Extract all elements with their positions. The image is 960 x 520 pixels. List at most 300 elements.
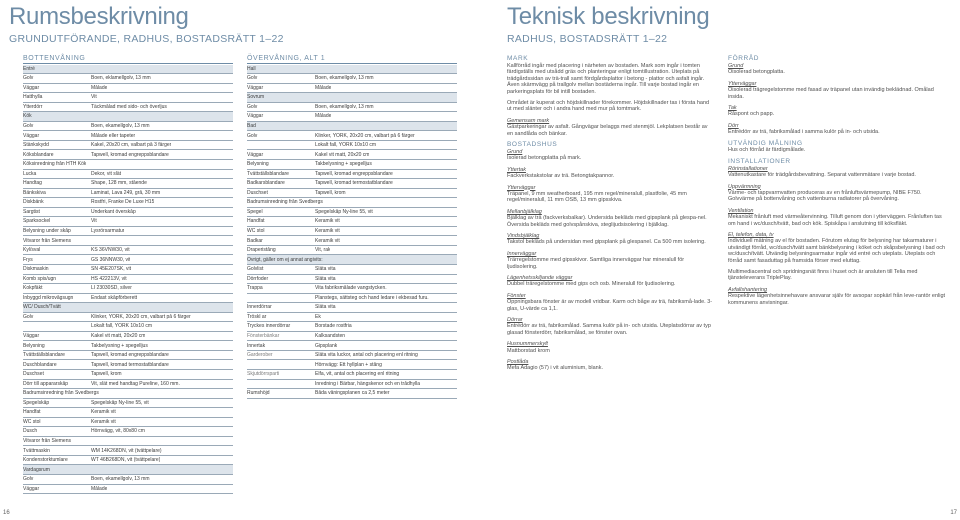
- spec-key: Garderober: [247, 352, 273, 359]
- section-heading: UTVÄNDIG MÅLNING: [728, 139, 803, 147]
- spec-value: GS 36NNW30, vit: [91, 256, 131, 263]
- subheading: Ytterväggar: [728, 80, 757, 87]
- spec-row: [23, 475, 233, 485]
- spec-value: Boen, eklamellgolv, 13 mm: [91, 75, 151, 82]
- spec-value: Lysrörsarmatur: [91, 227, 125, 234]
- spec-value: WT 46B268DN, vit (tvättpelare): [91, 457, 161, 464]
- room-header-row: [247, 255, 457, 265]
- section-heading: FÖRRÅD: [728, 55, 760, 62]
- spec-value: Tapwell, kromad termostatblandare: [315, 180, 393, 187]
- spec-key: Skjutdörrsparti: [247, 371, 280, 378]
- spec-key: WC stol: [23, 418, 41, 425]
- spec-value: Spegelskåp Ny-line 55, vit: [91, 399, 149, 406]
- spec-key: Entré: [23, 65, 35, 72]
- spec-key: Fönsterbänkar: [247, 333, 280, 339]
- room-header-row: [247, 122, 457, 132]
- text-block: [728, 56, 946, 76]
- text-block: [728, 123, 946, 136]
- spec-row: [23, 351, 233, 361]
- spec-row: [23, 189, 233, 199]
- subheading: Lägenhetsskiljande väggar: [507, 274, 573, 281]
- spec-value: Vita fabriksmålade vangstycken.: [315, 285, 387, 292]
- spec-key: Duschset: [247, 189, 268, 196]
- spec-row: [23, 255, 233, 265]
- subheading: Innerväggar: [507, 250, 537, 257]
- spec-value: Spegelskåp Ny-line 55, vit: [315, 208, 373, 215]
- subheading: Vindsbjälklag: [507, 232, 540, 239]
- spec-key: Kyl/sval: [23, 247, 41, 254]
- spec-row: [23, 437, 233, 447]
- spec-value: Planstegs, sättsteg och hand ledare i ekbesad furu.: [315, 294, 429, 301]
- paragraph: Vattenutkastare för trädgårdsbevattning. Separat vattenmätare i varje bostad.: [728, 172, 916, 179]
- page-title-left: Rumsbeskrivning: [9, 3, 189, 30]
- paragraph: Oisolerad betongplatta.: [728, 69, 785, 76]
- spec-row: [23, 93, 233, 103]
- spec-key: Spegelskåp: [23, 399, 50, 406]
- spec-key: Sargtist: [23, 208, 40, 215]
- spec-value: Keramik vit: [315, 237, 340, 244]
- subheading: Tak: [728, 104, 737, 111]
- spec-row: [23, 427, 233, 437]
- subheading: Yttertak: [507, 166, 526, 173]
- spec-value: Takbelysning + spegelljus: [315, 161, 372, 168]
- text-block: [507, 167, 715, 180]
- text-block: [728, 232, 946, 282]
- spec-value: Vit, slät med handtag Pureline, 160 mm.: [91, 380, 180, 387]
- text-block: [507, 359, 715, 372]
- spec-row: [23, 150, 233, 160]
- spec-key: Väggar: [23, 333, 40, 339]
- spec-value: WM 14K268DN, vit (tvättpelare): [91, 447, 162, 454]
- spec-row: [23, 446, 233, 456]
- text-block: [507, 341, 715, 354]
- paragraph: Entrédörr av trä, fabriksmålad. Samma kulör på in- och utsida. Uteplatsdörrar av typ glasad fönsterdörr, fabriksmålad, se fönster ovan.: [507, 323, 711, 336]
- spec-key: Golv: [247, 75, 258, 82]
- spec-value: Hörnvägg, vit, 80x80 cm: [91, 428, 145, 435]
- spec-key: Hatthylla: [23, 94, 43, 101]
- paragraph: Mattborstad krom: [507, 347, 550, 354]
- spec-value: Ek: [315, 313, 321, 320]
- spec-key: Golvlist: [247, 266, 264, 273]
- spec-key: Duschset: [23, 371, 44, 378]
- subheading: Husnummerskylt: [507, 341, 548, 348]
- spec-value: Keramik vit: [315, 227, 340, 234]
- spec-key: Kök: [23, 113, 32, 120]
- section-heading: BOTTENVÅNING: [23, 55, 233, 64]
- room-header-row: [23, 303, 233, 313]
- spec-value: HS 422213V, vit: [91, 275, 127, 282]
- spec-value: Släta vita: [315, 275, 336, 282]
- spec-value: Underkant överskåp: [91, 208, 136, 215]
- spec-row: [247, 198, 457, 208]
- spec-value: Borstade rostfria: [315, 323, 352, 330]
- spec-row: [23, 131, 233, 141]
- spec-value: Hörnvägg: Ett hyllplan + stång: [315, 361, 382, 368]
- paragraph: Entrédörr av trä, fabriksmålad i samma kulör på in- och utsida.: [728, 129, 880, 136]
- spec-row: [247, 380, 457, 390]
- spec-row: [23, 227, 233, 237]
- spec-key: Hall: [247, 65, 256, 72]
- spec-key: Väggar: [23, 132, 40, 139]
- spec-key: WC/ Dusch/Tvätt: [23, 304, 61, 311]
- spec-value: Släta vita luckor, antal och placering enl ritning: [315, 352, 418, 359]
- spec-row: [247, 84, 457, 94]
- spec-key: Handfat: [247, 218, 265, 225]
- text-block: [507, 185, 715, 204]
- spec-value: LI 23030SD, silver: [91, 285, 132, 292]
- spec-row: [23, 170, 233, 180]
- spec-key: Väggar: [247, 113, 264, 120]
- spec-row: [23, 284, 233, 294]
- subheading: Fönster: [507, 292, 526, 299]
- spec-row: [23, 456, 233, 466]
- spec-row: [247, 236, 457, 246]
- spec-key: Sparksockel: [23, 218, 51, 225]
- spec-key: Övrigt, gäller om ej annat angivits:: [247, 256, 323, 263]
- spec-key: Komb spis/ugn: [23, 275, 57, 282]
- spec-row: [247, 103, 457, 113]
- paragraph: Fackverkstakstolar av trä. Betongtakpannor.: [507, 173, 615, 180]
- spec-key: Tryckes innerdörrar: [247, 323, 291, 330]
- spec-key: Tröskl ar: [247, 313, 267, 320]
- spec-key: Bad: [247, 122, 256, 129]
- spec-key: Väggar: [23, 84, 40, 91]
- spec-value: Målade eller tapeter: [91, 132, 136, 139]
- section-heading: ÖVERVÅNING, ALT 1: [247, 55, 457, 64]
- spec-key: Golv: [23, 122, 34, 129]
- spec-key: Väggar: [23, 485, 40, 492]
- spec-value: Målade: [91, 84, 108, 91]
- text-block: [728, 81, 946, 100]
- spec-row: [23, 208, 233, 218]
- spec-value: Keramik vit: [91, 418, 116, 425]
- spec-value: Keramik vit: [315, 218, 340, 225]
- spec-row: [247, 131, 457, 141]
- spec-row: [23, 399, 233, 409]
- room-header-row: [23, 112, 233, 122]
- spec-row: [247, 284, 457, 294]
- spec-row: [23, 74, 233, 84]
- spec-value: Släta vita: [315, 304, 336, 311]
- spec-row: [247, 179, 457, 189]
- spec-value: Kakel vit matt, 20x20 cm: [91, 333, 146, 339]
- spec-key: Innertak: [247, 342, 266, 349]
- spec-value: Kakel vit matt, 20x20 cm: [315, 151, 370, 158]
- spec-row: [247, 370, 457, 380]
- page-title-right: Teknisk beskrivning: [507, 3, 710, 30]
- spec-key: Dörr till appararskåp: [23, 380, 69, 387]
- spec-value: Lokalt fall, YORK 10x10 cm: [91, 323, 153, 330]
- text-block: [507, 209, 715, 228]
- spec-key: Tvättmaskin: [23, 447, 50, 454]
- paragraph: Öppningsbara fönster är av modell vridbar. Karm och båge av trä, fabriksmå-lade. 3-glas, U-värde ca 1,1.: [507, 299, 713, 312]
- spec-row: [247, 112, 457, 122]
- text-block: [507, 251, 715, 270]
- spec-row: [247, 294, 457, 304]
- paragraph: Takstol bekläds på undersidan med gipsplank på glespanel. Ca 500 mm isolering.: [507, 239, 706, 246]
- spec-value: Målade: [91, 485, 108, 492]
- paragraph: Gästparkeringar av asfalt. Gångvägar belaggs med stenmjöl. Lekplatsen består av en sandlåda och bänkar.: [507, 124, 708, 137]
- paragraph: Bjälklag av trä (fackverksbalkar). Undersida bekläds med gipsplank på glespa-nel. Översida bekläds med golvspånskiva, steglijudsisolering i bjälklag.: [507, 215, 707, 228]
- spec-value: Vit: [91, 218, 97, 225]
- spec-key: Frys: [23, 256, 33, 263]
- spec-key: Badkar: [247, 237, 263, 244]
- spec-key: Spegel: [247, 208, 263, 215]
- spec-row: [247, 217, 457, 227]
- subheading: Grund: [507, 148, 523, 155]
- spec-key: Diskmaskin: [23, 266, 49, 273]
- subheading: Grund: [728, 62, 744, 69]
- spec-value: Täckmålad med sido- och överljus: [91, 103, 167, 110]
- spec-value: KS 36VNW30, vit: [91, 247, 130, 254]
- spec-key: Golv: [23, 476, 34, 483]
- teknisk-column-1: [507, 56, 715, 377]
- subheading: Gemensam mark: [507, 117, 550, 124]
- text-block: [507, 142, 715, 162]
- text-block: [728, 184, 946, 203]
- paragraph: Isolerad betongplatta på mark.: [507, 155, 582, 162]
- text-block: [728, 208, 946, 227]
- spec-row: [23, 141, 233, 151]
- spec-value: Inredning i Bärbar, hängskenor och en trådhylla: [315, 380, 421, 387]
- paragraph: Oisolerad trägregelstomme med fasad av träpanel utan invändig beklädnad. Omålad insida.: [728, 87, 934, 100]
- spec-row: [23, 380, 233, 390]
- paragraph: Multimediacentral och spridningsnät finns i huset och är ansluten till Telia med tjänsteleverans TriplePlay.: [728, 269, 918, 282]
- spec-row: [23, 198, 233, 208]
- spec-row: [23, 217, 233, 227]
- spec-row: [247, 313, 457, 323]
- spec-key: WC stol: [247, 227, 265, 234]
- spec-key: Vitvaror från Siemens: [23, 237, 71, 244]
- spec-row: [247, 160, 457, 170]
- spec-key: Kokpfäkt: [23, 285, 43, 292]
- spec-value: Kakel, 20x20 cm, valbart på 3 färger: [91, 142, 172, 149]
- paragraph: Hus och förråd är färdigmålade.: [728, 147, 806, 154]
- spec-row: [247, 150, 457, 160]
- subheading: Dörr: [728, 122, 739, 129]
- spec-value: Målade: [315, 113, 332, 120]
- subheading: El, telefon, data, tv: [728, 232, 774, 239]
- spec-value: SN 45E207SK, vit: [91, 266, 132, 273]
- room-header-row: [247, 65, 457, 75]
- spec-key: Belysning under skåp: [23, 227, 71, 234]
- spec-key: Köksblandare: [23, 151, 54, 158]
- spec-key: Lucka: [23, 170, 37, 177]
- spec-row: [23, 313, 233, 323]
- spec-row: [23, 341, 233, 351]
- spec-row: [23, 160, 233, 170]
- spec-row: [247, 322, 457, 332]
- spec-key: Väggar: [247, 84, 264, 91]
- spec-row: [23, 236, 233, 246]
- spec-value: Tapwell, kromad engreppsblandare: [91, 151, 169, 158]
- spec-key: Vitvaror från Siemens: [23, 438, 71, 445]
- spec-value: Klinker, YORK, 20x20 cm, valbart på 6 färger: [315, 132, 415, 139]
- spec-key: Inbyggd mikrovågsugn: [23, 294, 74, 301]
- spec-value: Dekor, vit slät: [91, 170, 122, 177]
- spec-key: Duschblandare: [23, 361, 57, 368]
- spec-key: Badkarsblandare: [247, 180, 285, 187]
- text-block: [728, 159, 946, 179]
- text-block: [507, 317, 715, 336]
- spec-key: Draperistång: [247, 247, 276, 254]
- spec-value: Tapwell, kromad engreppsblandare: [315, 170, 393, 177]
- paragraph: Värme- och tappvarmvatten produceras av en frånluftsvärmepump, NIBE F750. Golvvärme på bottenvåning och vattenburna radiatorer på övervåning.: [728, 190, 922, 203]
- spec-value: Boen, ekamellgolv, 13 mm: [315, 103, 374, 110]
- spec-row: [23, 408, 233, 418]
- spec-row: [247, 341, 457, 351]
- spec-key: Golv: [23, 75, 34, 82]
- spec-value: Tapwell, krom: [315, 189, 346, 196]
- text-block: [507, 275, 715, 288]
- spec-row: [247, 360, 457, 370]
- section-heading: BOSTADSHUS: [507, 140, 558, 148]
- spec-row: [23, 103, 233, 113]
- paragraph: Dubbel träregelstomme med gips och osb. Mineralull för ljudisolering.: [507, 281, 676, 288]
- spec-value: Släta vita: [315, 266, 336, 273]
- spec-row: [247, 303, 457, 313]
- spec-key: Ytterdörr: [23, 103, 43, 110]
- page-number-left: 16: [3, 510, 10, 516]
- page-number-right: 17: [950, 510, 957, 516]
- paragraph: Respektive lägenhetsinnehavare ansvarar själv för avsopar sopkärl från leve-rantör enligt kommunens anvisningar.: [728, 293, 946, 306]
- spec-row: [247, 74, 457, 84]
- spec-row: [23, 370, 233, 380]
- text-block: [507, 56, 715, 113]
- spec-row: [247, 351, 457, 361]
- room-header-row: [247, 93, 457, 103]
- subheading: Ventilation: [728, 207, 754, 214]
- subheading: Mellanbjälklag: [507, 208, 542, 215]
- spec-value: Keramik vit: [91, 409, 116, 416]
- spec-key: Handfat: [23, 409, 41, 416]
- spec-key: Innerdörrar: [247, 304, 272, 311]
- paragraph: Området är kuperat och höjdskillnader förekommer. Höjdskillnader tas i första hand ut med slänter och i andra hand med mur på tomtmark.: [507, 99, 710, 113]
- spec-value: Rostfri, Franke De Luxe H15: [91, 199, 155, 206]
- spec-row: [23, 389, 233, 399]
- overvaning-table: [247, 55, 457, 399]
- spec-key: Dusch: [23, 428, 38, 435]
- paragraph: Kallförråd ingår med placering i närheten av bostaden. Mark som ingår i tomten färdigställs med utsådd gräs och planteringar enligt tomtillustration. Uteplats på trädgårdssidan av trä-trall samt fördgårdsplattor i betong - plattor och asfalt ingår. Även skärmvägg på trallgolv mellan bostäderna ingår. Till varje bostad ingår en parkeringsplats för bil intill bostaden.: [507, 62, 705, 95]
- spec-value: Tapwell, krom: [91, 371, 122, 378]
- spec-value: Takbelysning + spegelljus: [91, 342, 148, 349]
- spec-value: Kalksandsten: [315, 333, 346, 339]
- room-header-row: [23, 65, 233, 75]
- page-subtitle-right: RADHUS, BOSTADSRÄTT 1–22: [507, 33, 668, 45]
- spec-value: Båda våningsplanen ca 2,5 meter: [315, 390, 390, 397]
- spec-key: Diskbänk: [23, 199, 44, 206]
- spec-key: Handtag: [23, 180, 42, 187]
- text-block: [507, 293, 715, 312]
- text-block: [728, 141, 946, 154]
- spec-row: [247, 332, 457, 342]
- spec-key: Sovrum: [247, 94, 265, 101]
- subheading: Ytterväggar: [507, 184, 536, 191]
- spec-value: Målade: [315, 84, 332, 91]
- spec-row: [23, 485, 233, 495]
- spec-value: Laminat, Lava 249, grå, 30 mm: [91, 189, 161, 196]
- spec-row: [23, 322, 233, 332]
- spec-key: Badrumsinredning från Svedbergs: [247, 199, 323, 206]
- spec-key: Badrumsinredning från Svedbergs: [23, 390, 99, 397]
- spec-key: Dörrfoder: [247, 275, 269, 282]
- spec-value: Boen, ekamellgolv, 13 mm: [315, 75, 374, 82]
- spec-value: Lokalt fall, YORK 10x10 cm: [315, 142, 377, 149]
- spec-row: [23, 360, 233, 370]
- spec-row: [23, 294, 233, 304]
- spec-row: [23, 122, 233, 132]
- teknisk-column-2: [728, 56, 946, 311]
- spec-value: Tapwell, kromad engreppsblandare: [91, 352, 169, 359]
- text-block: [728, 287, 946, 306]
- paragraph: Trärregelstomme med gipsskivor. Samtliga innerväggar har mineralull för ljudisolering.: [507, 257, 685, 270]
- spec-value: Gipsplank: [315, 342, 338, 349]
- spec-value: Tapwell, kromad termostatblandare: [91, 361, 169, 368]
- bottenvaning-table: [23, 55, 233, 494]
- spec-row: [247, 265, 457, 275]
- spec-key: Trappa: [247, 285, 263, 292]
- subheading: Avfallshantering: [728, 286, 768, 293]
- spec-row: [247, 141, 457, 151]
- paragraph: Mefa Adagio (57) i vit aluminium, blank.: [507, 365, 603, 372]
- text-block: [728, 105, 946, 118]
- spec-row: [247, 275, 457, 285]
- spec-key: Stänkskydd: [23, 142, 49, 149]
- paragraph: Individuell mätning av el för bostaden. Förutom elutag för belysning har takarmaturer i utvändigt förråd, wc/dusch/tvätt samt bänkbelysning i köket och skåpsbelysning i bad och wc/dusch/tvätt. Utvändig belysningsarmatur ingår vid entré och uteplats. Uteplats och förråd samt fasaduttag på framsida förser med eluttag.: [728, 238, 946, 264]
- spec-value: Endast skåpförberett: [91, 294, 138, 301]
- spec-value: Vit: [91, 94, 97, 101]
- spec-row: [23, 418, 233, 428]
- subheading: Postlåda: [507, 359, 529, 366]
- spec-row: [23, 275, 233, 285]
- subheading: Dörrar: [507, 317, 523, 323]
- text-block: [507, 118, 715, 137]
- spec-key: Kondenstorktumlare: [23, 457, 68, 464]
- spec-key: Rumshöjd: [247, 390, 270, 397]
- spec-row: [247, 227, 457, 237]
- spec-row: [23, 265, 233, 275]
- spec-value: Elfa, vit, antal och placering enl ritning: [315, 371, 400, 378]
- spec-key: Tvättställsblandare: [23, 352, 65, 359]
- spec-value: Shape, 128 mm, stående: [91, 180, 147, 187]
- spec-value: Boen, ekamellgolv, 13 mm: [91, 476, 150, 483]
- spec-key: Golv: [247, 103, 258, 110]
- section-heading: MARK: [507, 55, 529, 62]
- spec-key: Belysning: [23, 342, 45, 349]
- spec-key: Väggar: [247, 151, 264, 158]
- section-heading: INSTALLATIONER: [728, 157, 791, 165]
- spec-row: [23, 246, 233, 256]
- spec-row: [247, 189, 457, 199]
- spec-row: [23, 332, 233, 342]
- right-page: [480, 0, 960, 520]
- spec-value: Vit, rak: [315, 247, 331, 254]
- spec-row: [247, 389, 457, 399]
- paragraph: Mekaniskt frånluft med värmeåtervinning. Tilluft genom don i ytterväggen. Frånluften tas om hand i wc/dusch/tvätt, bad och kök. Spiskåpa i anslutning till köksfläkt.: [728, 214, 942, 227]
- spec-value: Boen, ekamellgolv, 13 mm: [91, 122, 150, 129]
- spec-row: [23, 84, 233, 94]
- spec-key: Bänkskiva: [23, 189, 46, 196]
- spec-row: [247, 170, 457, 180]
- spec-key: Golv: [23, 313, 34, 320]
- spec-key: Golv: [247, 132, 258, 139]
- spec-value: Klinker, YORK, 20x20 cm, valbart på 6 färger: [91, 313, 191, 320]
- spec-key: Belysning: [247, 161, 269, 168]
- spec-row: [247, 246, 457, 256]
- room-header-row: [23, 465, 233, 475]
- spec-key: Vardagsrum: [23, 466, 50, 473]
- text-block: [507, 233, 715, 246]
